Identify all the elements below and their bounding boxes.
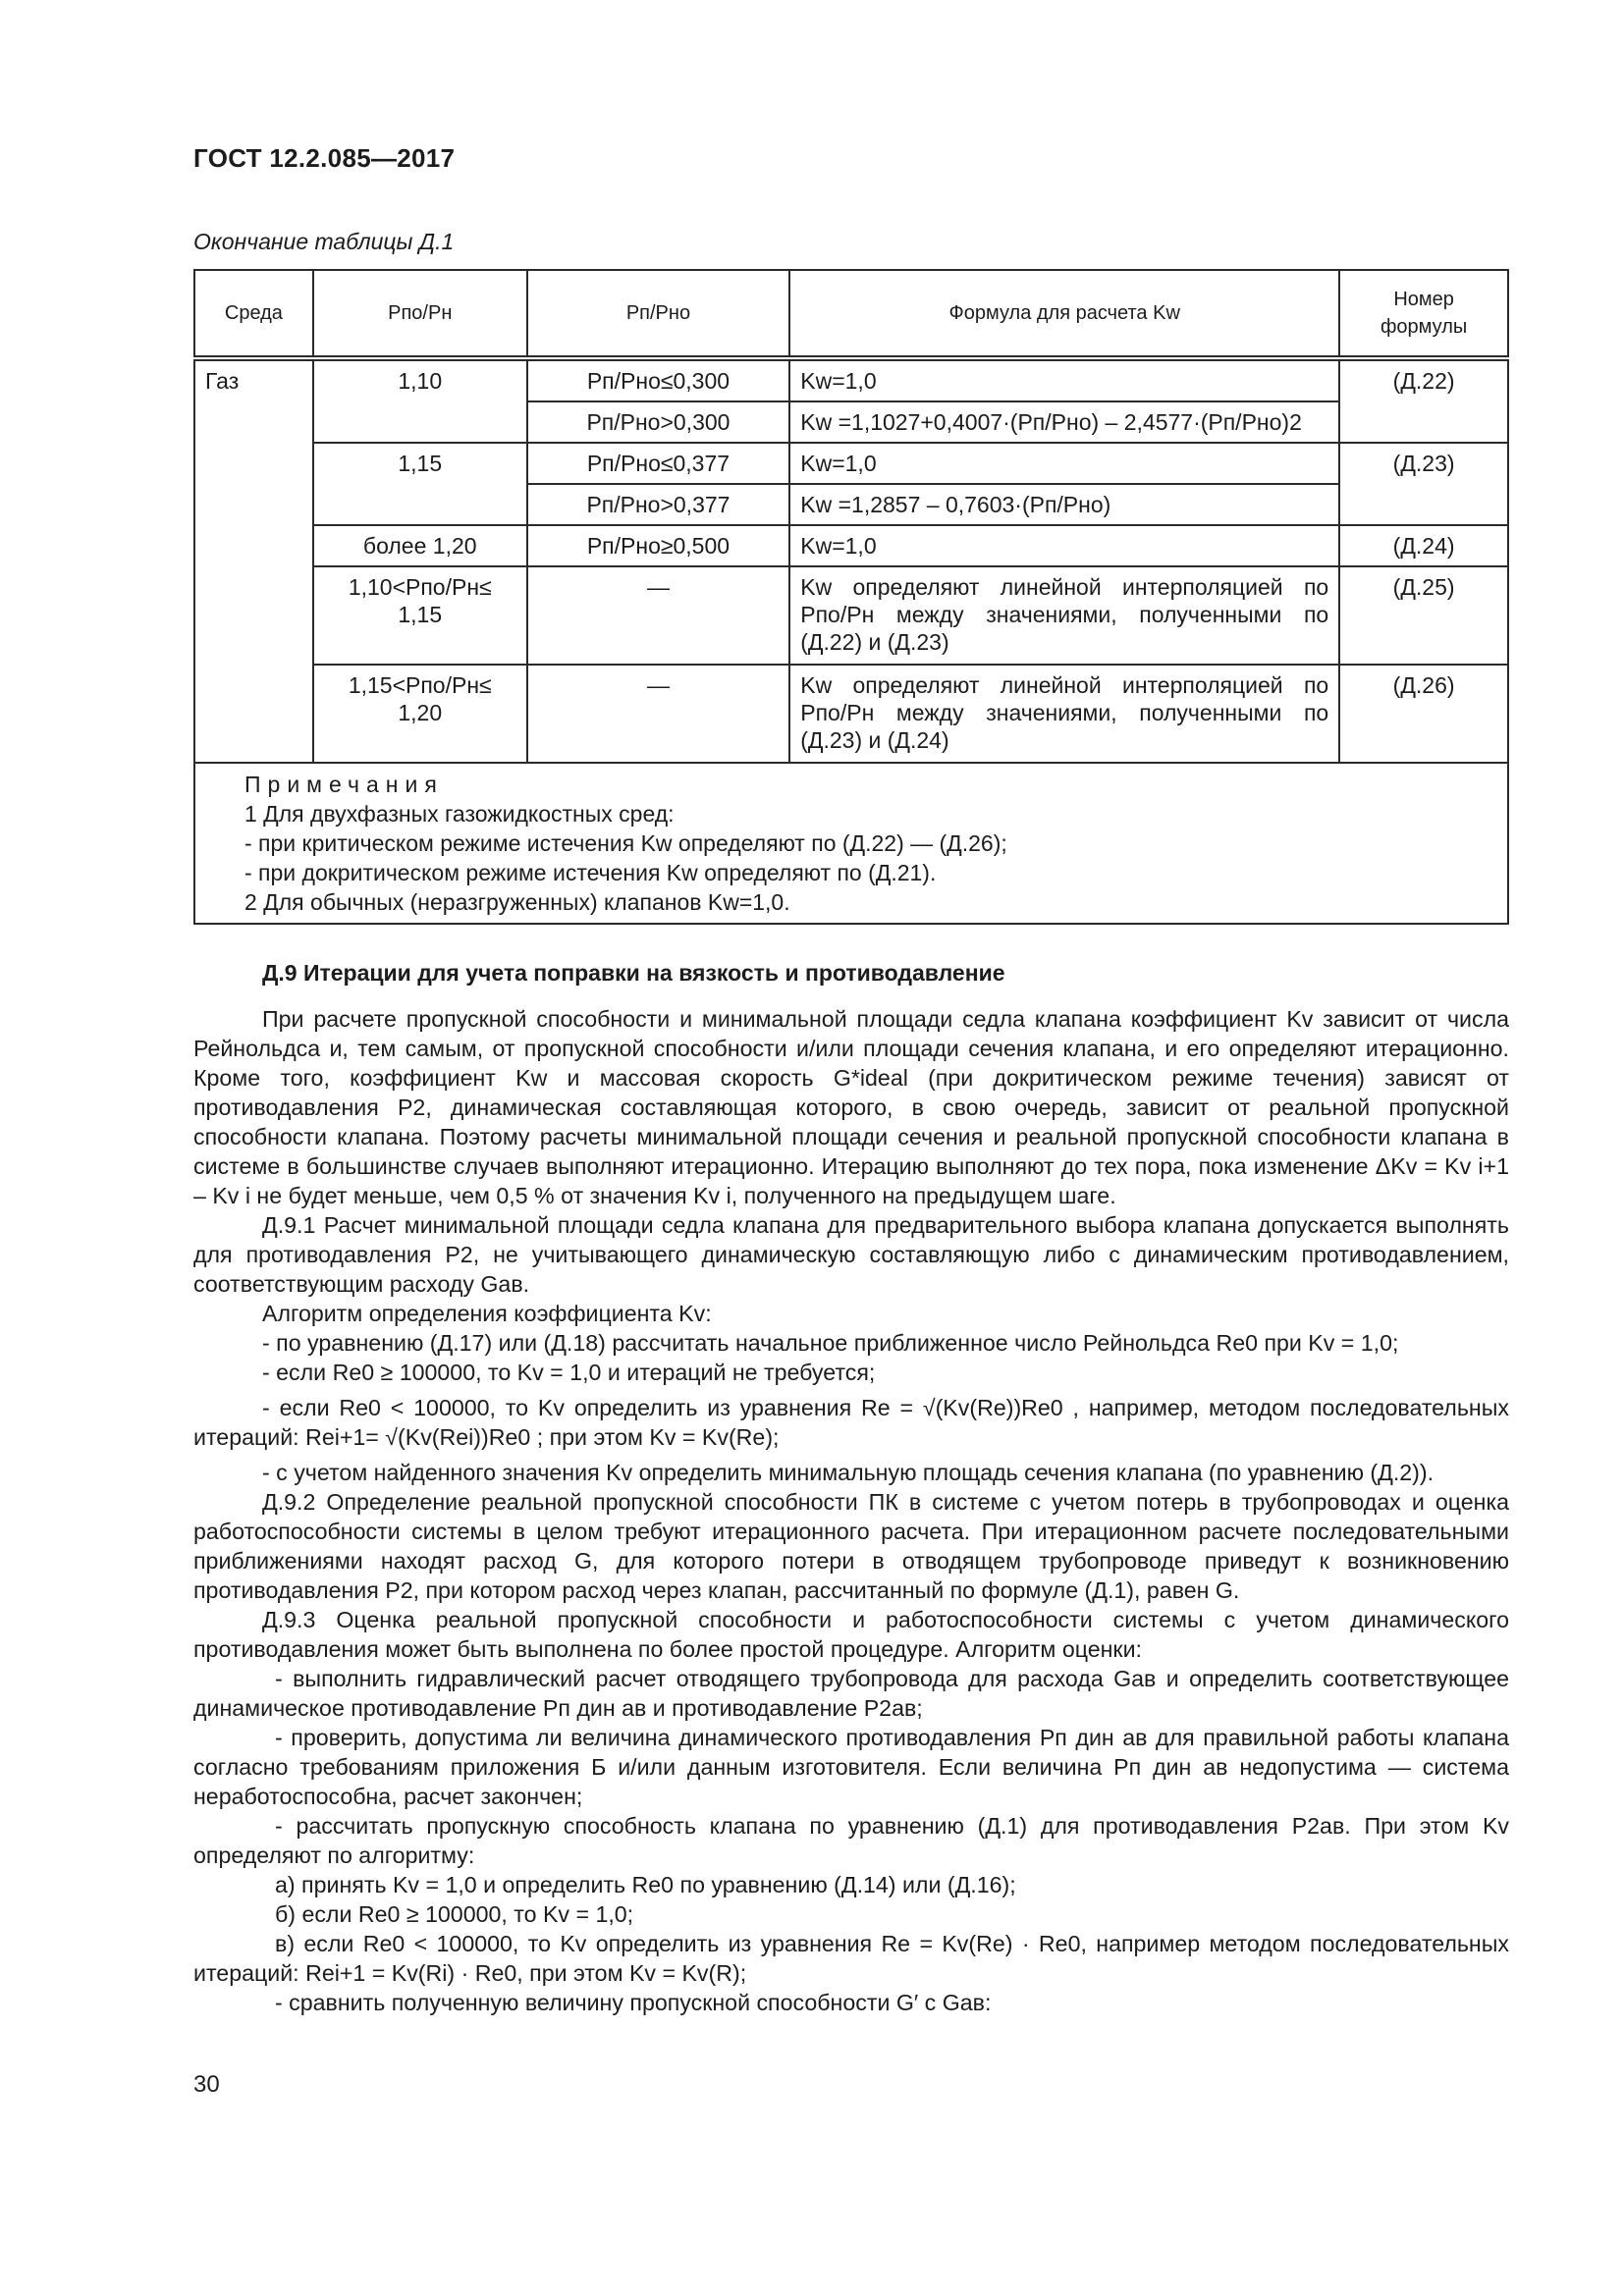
document-page bbox=[193, 143, 1509, 2017]
cell-condition: Pп/Pно>0,300 bbox=[527, 401, 790, 443]
paragraph: При расчете пропускной способности и минимальной площади седла клапана коэффициент Kv зависит от числа Рейнольдса и, тем самым, от пропускной способности и/или площади сечения клапана, и его определяют итерационно. Кроме того, коэффициент Kw и массовая скорость G*ideal (при докритическом режиме течения) зависят от противодавления P2, динамическая составляющая которого, в свою очередь, зависит от реальной пропускной способности клапана. Поэтому расчеты минимальной площади сечения и реальной пропускной способности клапана в системе в большинстве случаев выполняют итерационно. Итерацию выполняют до тех пора, пока изменение ΔKv = Kv i+1 – Kv i не будет меньше, чем 0,5 % от значения Kv i, полученного на предыдущем шаге. bbox=[193, 1006, 1509, 1208]
list-item: - с учетом найденного значения Kv определить минимальную площадь сечения клапана (по уравнению (Д.2)). bbox=[262, 1460, 1435, 1485]
list-item: в) если Re0 < 100000, то Kv определить из уравнения Re = Kv(Re) · Re0, например методом последовательных итераций: Rei+1 = Kv(Ri) · Re0, при этом Kv = Kv(R); bbox=[193, 1931, 1509, 1986]
list-item: - сравнить полученную величину пропускной способности G′ с Gав: bbox=[275, 1990, 992, 2015]
list-item: - выполнить гидравлический расчет отводящего трубопровода для расхода Gав и определить соответствующее динамическое противодавление Pп дин ав и противодавление P2ав; bbox=[193, 1666, 1509, 1721]
table-notes bbox=[194, 763, 1508, 924]
cell-condition: Pп/Pно>0,377 bbox=[527, 484, 790, 525]
cell-condition: — bbox=[527, 665, 790, 763]
cell-ratio: 1,10<Pпо/Pн≤ 1,15 bbox=[313, 566, 527, 665]
cell-formula-number: (Д.23) bbox=[1339, 443, 1508, 525]
col-header-ratio: Pпо/Pн bbox=[313, 270, 527, 358]
cell-condition: Pп/Pно≤0,377 bbox=[527, 443, 790, 484]
document-header: ГОСТ 12.2.085—2017 bbox=[193, 143, 456, 173]
col-header-pressure-ratio: Pп/Pно bbox=[527, 270, 790, 358]
cell-formula-number: (Д.24) bbox=[1339, 525, 1508, 566]
table-row bbox=[194, 358, 1508, 401]
paragraph: Алгоритм определения коэффициента Kv: bbox=[262, 1301, 712, 1326]
col-header-formula: Формула для расчета Kw bbox=[789, 270, 1339, 358]
list-item: - если Re0 ≥ 100000, то Kv = 1,0 и итераций не требуется; bbox=[262, 1360, 876, 1385]
note-item: 2 Для обычных (неразгруженных) клапанов Kw=1,0. bbox=[244, 889, 790, 915]
page-number: 30 bbox=[193, 2071, 220, 2098]
list-item: - проверить, допустима ли величина динамического противодавления Pп дин ав для правильной работы клапана согласно требованиям приложения Б и/или данным изготовителя. Если величина Pп дин ав недопустима — система неработоспособна, расчет закончен; bbox=[193, 1725, 1509, 1809]
cell-formula: Kw=1,0 bbox=[789, 525, 1339, 566]
cell-formula-number: (Д.25) bbox=[1339, 566, 1508, 665]
cell-formula: Kw =1,2857 – 0,7603·(Pп/Pно) bbox=[789, 484, 1339, 525]
table-caption: Окончание таблицы Д.1 bbox=[193, 229, 455, 254]
table-row bbox=[194, 443, 1508, 484]
cell-medium: Газ bbox=[194, 358, 313, 763]
col-header-number: Номер формулы bbox=[1339, 270, 1508, 358]
table-notes-row bbox=[194, 763, 1508, 924]
cell-ratio: 1,15 bbox=[313, 443, 527, 525]
paragraph: Д.9.1 Расчет минимальной площади седла клапана для предварительного выбора клапана допускается выполнять для противодавления P2, не учитывающего динамическую составляющую либо с динамическим противодавлением, соответствующим расходу Gав. bbox=[193, 1212, 1509, 1297]
note-item: - при критическом режиме истечения Kw определяют по (Д.22) — (Д.26); bbox=[244, 830, 1007, 856]
paragraph: Д.9.2 Определение реальной пропускной способности ПК в системе с учетом потерь в трубопроводах и оценка работоспособности системы в целом требуют итерационного расчета. При итерационном расчете последовательными приближениями находят расход G, для которого потери в отводящем трубопроводе приведут к возникновению противодавления P2, при котором расход через клапан, рассчитанный по формуле (Д.1), равен G. bbox=[193, 1489, 1509, 1603]
note-item: 1 Для двухфазных газожидкостных сред: bbox=[244, 801, 675, 827]
list-item: - по уравнению (Д.17) или (Д.18) рассчитать начальное приближенное число Рейнольдса Re0 при Kv = 1,0; bbox=[262, 1330, 1399, 1356]
cell-ratio: 1,10 bbox=[313, 358, 527, 443]
list-item: - если Re0 < 100000, то Kv определить из уравнения Re = √(Kv(Re))Re0 , например, методом последовательных итераций: Rei+1= √(Kv(Rei))Re0 ; при этом Kv = Kv(Re); bbox=[193, 1395, 1509, 1450]
list-item: а) принять Kv = 1,0 и определить Re0 по уравнению (Д.14) или (Д.16); bbox=[275, 1872, 1016, 1897]
cell-condition: Pп/Pно≥0,500 bbox=[527, 525, 790, 566]
cell-formula-number: (Д.26) bbox=[1339, 665, 1508, 763]
cell-formula: Kw=1,0 bbox=[789, 443, 1339, 484]
cell-formula: Kw определяют линейной интерполяцией по Pпо/Pн между значениями, полученными по (Д.22) и (Д.23) bbox=[789, 566, 1339, 665]
list-item: - рассчитать пропускную способность клапана по уравнению (Д.1) для противодавления P2ав. При этом Kv определяют по алгоритму: bbox=[193, 1813, 1509, 1868]
list-item: б) если Re0 ≥ 100000, то Kv = 1,0; bbox=[275, 1901, 634, 1927]
cell-formula-number: (Д.22) bbox=[1339, 358, 1508, 443]
table-row bbox=[194, 665, 1508, 763]
table-row bbox=[194, 525, 1508, 566]
cell-formula: Kw =1,1027+0,4007·(Pп/Pно) – 2,4577·(Pп/Pно)2 bbox=[789, 401, 1339, 443]
note-item: - при докритическом режиме истечения Kw определяют по (Д.21). bbox=[244, 860, 937, 885]
cell-ratio: 1,15<Pпо/Pн≤ 1,20 bbox=[313, 665, 527, 763]
cell-formula: Kw=1,0 bbox=[789, 358, 1339, 401]
cell-formula: Kw определяют линейной интерполяцией по Pпо/Pн между значениями, полученными по (Д.23) и (Д.24) bbox=[789, 665, 1339, 763]
section-title: Д.9 Итерации для учета поправки на вязкость и противодавление bbox=[262, 960, 1005, 986]
table-header-row bbox=[194, 270, 1508, 358]
cell-condition: — bbox=[527, 566, 790, 665]
notes-title: Примечания bbox=[244, 772, 444, 797]
cell-condition: Pп/Pно≤0,300 bbox=[527, 358, 790, 401]
paragraph: Д.9.3 Оценка реальной пропускной способности и работоспособности системы с учетом динамического противодавления может быть выполнена по более простой процедуре. Алгоритм оценки: bbox=[193, 1607, 1509, 1662]
coefficient-table bbox=[193, 269, 1509, 925]
table-row bbox=[194, 566, 1508, 665]
cell-ratio: более 1,20 bbox=[313, 525, 527, 566]
col-header-environment: Среда bbox=[194, 270, 313, 358]
